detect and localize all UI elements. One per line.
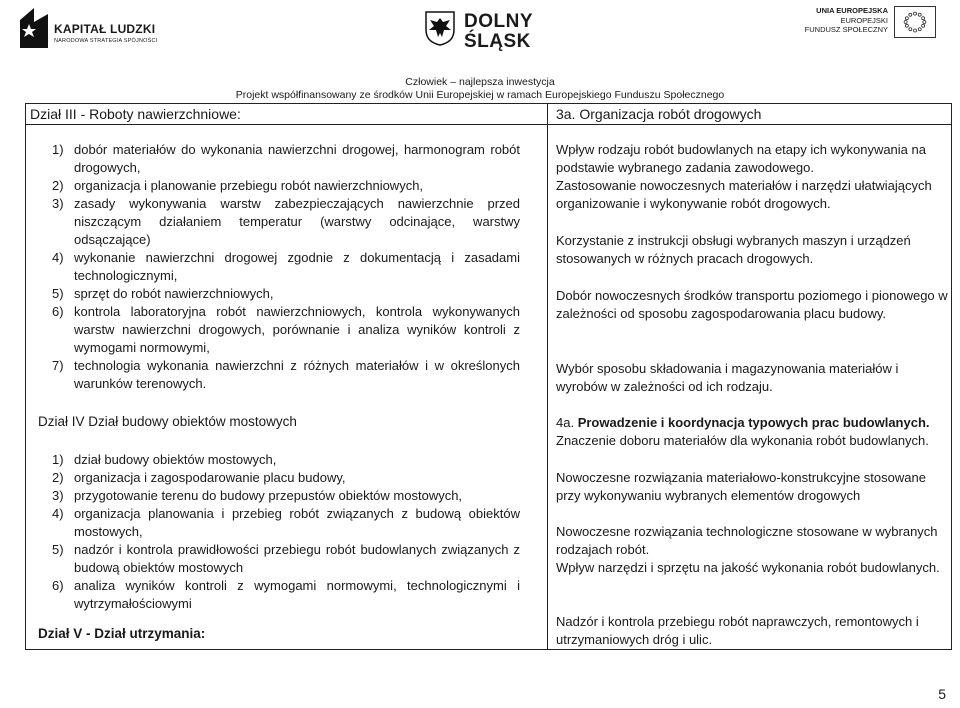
item-text: nadzór i kontrola prawidłowości przebiegu robót budowlanych związanych z budową obiektów mostowych — [74, 542, 520, 575]
item-text: organizacja i planowanie przebiegu robót nawierzchniowych, — [74, 178, 424, 193]
item-number: 1) — [52, 452, 64, 467]
item-text: zasady wykonywania warstw zabezpieczających nawierzchnie przed niszczącym działaniem temperatur (warstwy odcinające, warstwy odsączające) — [74, 196, 520, 247]
item-text: analiza wyników kontroli z wymogami normowymi, technologicznymi i wytrzymałościowymi — [74, 578, 520, 611]
heading-4a-prefix: 4a. — [556, 415, 575, 430]
item-text: dział budowy obiektów mostowych, — [74, 452, 277, 467]
eu-flag-icon — [894, 6, 936, 38]
list-item — [30, 541, 520, 577]
list-item — [30, 487, 520, 505]
item-number: 5) — [52, 542, 64, 557]
kapital-ludzki-subtitle: NARODOWA STRATEGIA SPÓJNOŚCI — [54, 38, 158, 44]
section-heading-dzial-iii: Dział III - Roboty nawierzchniowe: — [30, 106, 241, 122]
item-number: 1) — [52, 142, 64, 157]
item-number: 4) — [52, 506, 64, 521]
eagle-crest-icon — [424, 10, 456, 46]
item-text: organizacja planowania i przebieg robót związanych z budową obiektów mostowych, — [74, 506, 520, 539]
item-number: 4) — [52, 250, 64, 265]
item-number: 3) — [52, 196, 64, 211]
left-column-section4 — [30, 413, 520, 431]
list-item — [30, 451, 520, 469]
list-item — [30, 249, 520, 285]
section-heading-dzial-iv: Dział IV Dział budowy obiektów mostowych — [38, 414, 297, 429]
item-number: 5) — [52, 286, 64, 301]
list-item — [30, 285, 520, 303]
list-item — [30, 195, 520, 249]
item-text: kontrola laboratoryjna robót nawierzchniowych, kontrola wykonywanych warstw nawierzchni drogowych, porównanie i analiza wyników kontroli z wymogami normowymi, — [74, 304, 520, 355]
item-text: organizacja i zagospodarowanie placu budowy, — [74, 470, 346, 485]
right-heading-4a — [556, 414, 948, 432]
list-item — [30, 469, 520, 487]
right-p4: Dobór nowoczesnych środków transportu poziomego i pionowego w zależności od sposobu zagospodarowania placu budowy. — [556, 288, 948, 321]
list-item — [30, 505, 520, 541]
right-p3: Korzystanie z instrukcji obsługi wybranych maszyn i urządzeń stosowanych w różnych pracach drogowych. — [556, 233, 911, 266]
left-column-section4-list — [30, 451, 520, 613]
list-item — [30, 303, 520, 357]
page-number: 5 — [938, 686, 946, 702]
eu-line3: FUNDUSZ SPOŁECZNY — [804, 25, 888, 34]
eu-text — [805, 6, 888, 35]
list-item — [30, 177, 520, 195]
item-text: sprzęt do robót nawierzchniowych, — [74, 286, 274, 301]
dolny-slask-line2: ŚLĄSK — [464, 31, 531, 52]
list-item — [30, 357, 520, 393]
list-item — [30, 577, 520, 613]
right-p5: Wybór sposobu składowania i magazynowania materiałów i wyrobów w zależności od ich rodzaju. — [556, 361, 899, 394]
kapital-ludzki-emblem-icon — [20, 8, 48, 48]
right-p2: Zastosowanie nowoczesnych materiałów i narzędzi ułatwiających organizowanie i wykonywanie robót drogowych. — [556, 178, 932, 211]
right-p10: Nadzór i kontrola przebiegu robót naprawczych, remontowych i utrzymaniowych dróg i ulic. — [556, 614, 919, 647]
section-heading-dzial-v: Dział V - Dział utrzymania: — [38, 626, 206, 641]
project-slogan: Człowiek – najlepsza inwestycja — [405, 76, 555, 88]
column-divider — [547, 104, 548, 649]
right-p9: Wpływ narzędzi i sprzętu na jakość wykonania robót budowlanych. — [556, 560, 940, 575]
eu-line1: UNIA EUROPEJSKA — [816, 6, 888, 15]
dolny-slask-line1: DOLNY — [464, 11, 533, 32]
item-text: przygotowanie terenu do budowy przepustów obiektów mostowych, — [74, 488, 463, 503]
item-text: technologia wykonania nawierzchni z różnych materiałów i w określonych warunków terenowych. — [74, 358, 520, 391]
header-row-line — [26, 124, 951, 125]
list-item — [30, 141, 520, 177]
heading-4a-title: Prowadzenie i koordynacja typowych prac budowlanych. — [577, 415, 930, 430]
kapital-ludzki-logo — [20, 8, 170, 50]
project-cofinancing: Projekt współfinansowany ze środków Unii Europejskiej w ramach Europejskiego Funduszu Społecznego — [235, 89, 725, 101]
item-number: 7) — [52, 358, 64, 373]
eu-logo — [800, 6, 950, 42]
left-column-section5 — [30, 625, 520, 643]
item-number: 6) — [52, 578, 64, 593]
right-p1: Wpływ rodzaju robót budowlanych na etapy ich wykonywania na podstawie wybranego zadania zawodowego. — [556, 142, 926, 175]
item-number: 3) — [52, 488, 64, 503]
right-p7: Nowoczesne rozwiązania materiałowo-konstrukcyjne stosowane przy wykonywaniu wybranych elementów drogowych — [556, 470, 926, 503]
eu-line2: EUROPEJSKI — [840, 15, 888, 25]
item-number: 2) — [52, 178, 64, 193]
right-p6: Znaczenie doboru materiałów dla wykonania robót budowlanych. — [556, 433, 929, 448]
item-text: wykonanie nawierzchni drogowej zgodnie z dokumentacją i zasadami technologicznymi, — [74, 250, 520, 283]
item-number: 6) — [52, 304, 64, 319]
dolny-slask-logo — [424, 8, 544, 52]
kapital-ludzki-title: KAPITAŁ LUDZKI — [54, 22, 156, 36]
item-number: 2) — [52, 470, 64, 485]
dzial-iii-list — [30, 141, 520, 393]
section-heading-3a: 3a. Organizacja robót drogowych — [556, 106, 762, 122]
project-line — [0, 76, 960, 102]
item-text: dobór materiałów do wykonania nawierzchni drogowej, harmonogram robót drogowych, — [74, 142, 520, 175]
left-column — [30, 141, 520, 393]
dzial-iv-list — [30, 451, 520, 613]
right-p8: Nowoczesne rozwiązania technologiczne stosowane w wybranych rodzajach robót. — [556, 524, 938, 557]
